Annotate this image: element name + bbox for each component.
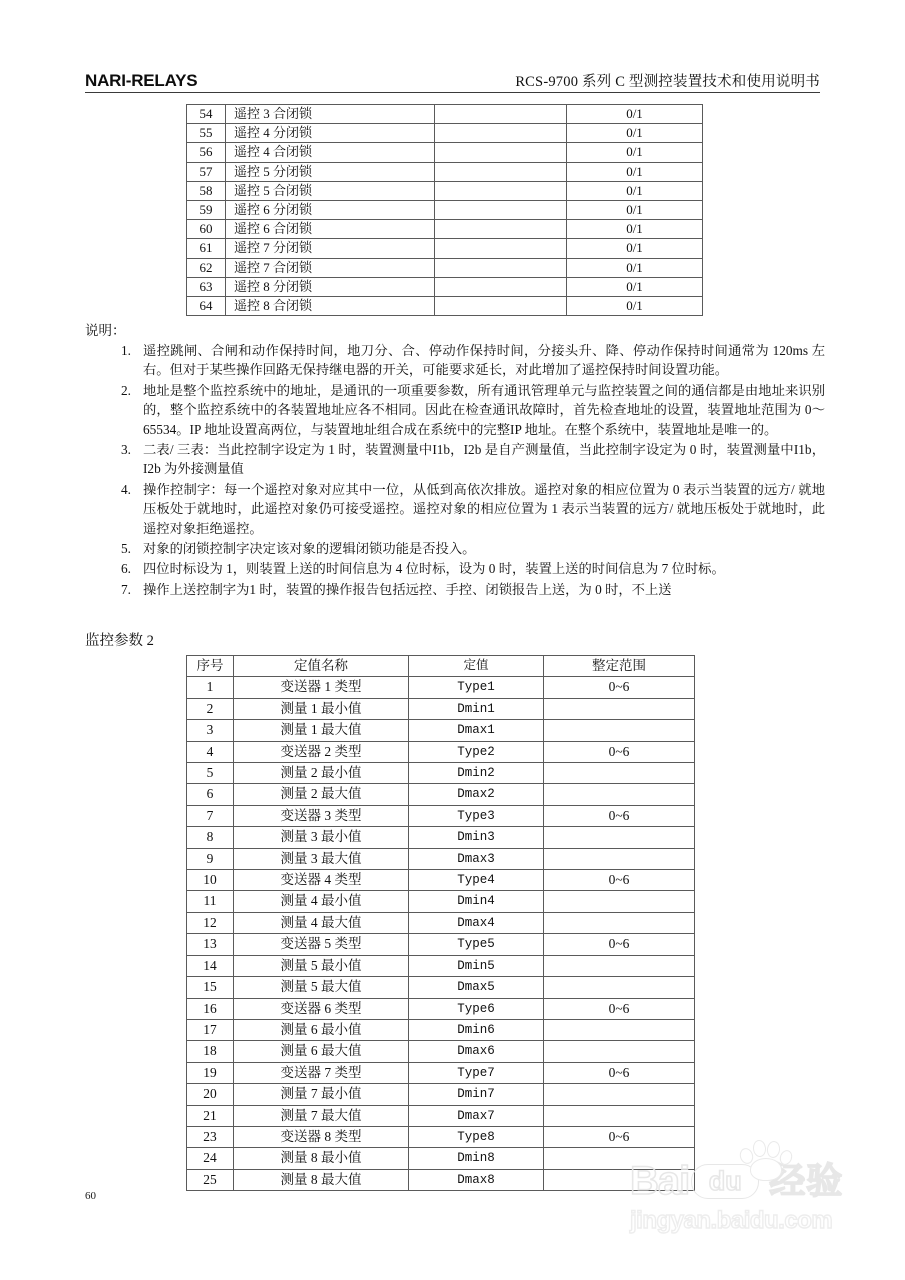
cell-name: 测量 3 最小值 [234,827,409,848]
cell-value [435,181,567,200]
cell-name: 变送器 5 类型 [234,934,409,955]
cell-range [544,827,695,848]
cell-range [544,1169,695,1190]
table-row [187,181,703,200]
watermark-url: jingyan.baidu.com [630,1207,833,1234]
cell-name: 测量 8 最大值 [234,1169,409,1190]
cell-name: 测量 6 最大值 [234,1041,409,1062]
cell-range [544,698,695,719]
cell-range [544,1019,695,1040]
cell-idx: 17 [187,1019,234,1040]
column-header: 定值 [409,656,544,677]
cell-idx: 62 [187,258,226,277]
table-row [187,998,695,1019]
cell-range: 0~6 [544,998,695,1019]
watermark-du-text: du [708,1165,742,1196]
cell-idx: 12 [187,912,234,933]
cell-value: Type8 [409,1126,544,1147]
table-row [187,220,703,239]
table-row [187,805,695,826]
cell-name: 测量 8 最小值 [234,1148,409,1169]
params-table-body [187,677,695,1191]
cell-name: 变送器 7 类型 [234,1062,409,1083]
cell-idx: 55 [187,124,226,143]
document-title: RCS-9700 系列 C 型测控装置技术和使用说明书 [515,73,820,90]
cell-idx: 24 [187,1148,234,1169]
cell-range [544,784,695,805]
cell-value [435,143,567,162]
notes-label: 说明： [85,323,126,338]
cell-range [544,977,695,998]
table-row [187,827,695,848]
table-row [187,239,703,258]
cell-value: Dmax1 [409,720,544,741]
table-row [187,1148,695,1169]
cell-name: 测量 2 最大值 [234,784,409,805]
cell-value [435,162,567,181]
cell-value [435,124,567,143]
cell-idx: 7 [187,805,234,826]
table-row [187,870,695,891]
interlock-table-body [187,105,703,316]
cell-range: 0/1 [567,105,703,124]
page-header [85,55,820,93]
table-header-row [187,656,695,677]
cell-value: Dmin2 [409,763,544,784]
cell-name: 遥控 5 分闭锁 [226,162,435,181]
cell-range: 0~6 [544,1062,695,1083]
cell-name: 测量 1 最小值 [234,698,409,719]
cell-value: Dmin6 [409,1019,544,1040]
table-row [187,277,703,296]
cell-name: 遥控 4 合闭锁 [226,143,435,162]
cell-name: 变送器 4 类型 [234,870,409,891]
table-row [187,912,695,933]
cell-value: Dmax2 [409,784,544,805]
cell-value: Type4 [409,870,544,891]
table-row [187,763,695,784]
table-row [187,124,703,143]
cell-range [544,1148,695,1169]
cell-name: 测量 4 最大值 [234,912,409,933]
cell-value: Type3 [409,805,544,826]
cell-value: Dmin8 [409,1148,544,1169]
note-item: 地址是整个监控系统中的地址，是通讯的一项重要参数，所有通讯管理单元与监控装置之间的通信都是由地址来识别的，整个监控系统中的各装置地址应各不相同。因此在检查通讯故障时，首先检查地址的设置，装置地址范围为 0～65534。IP 地址设置高两位，与装置地址组合成在系统中的完整IP 地址。在整个系统中，装置地址是唯一的。 [143,382,825,437]
cell-idx: 64 [187,297,226,316]
cell-name: 遥控 7 分闭锁 [226,239,435,258]
cell-name: 测量 7 最小值 [234,1084,409,1105]
cell-name: 遥控 6 分闭锁 [226,201,435,220]
table-row [187,977,695,998]
cell-idx: 60 [187,220,226,239]
cell-idx: 11 [187,891,234,912]
note-item: 操作控制字：每一个遥控对象对应其中一位，从低到高依次排放。遥控对象的相应位置为 0 表示当装置的远方/ 就地压板处于就地时，此遥控对象仍可接受遥控。遥控对象的相应位置为 1 表示当装置的远方/ 就地压板处于就地时，此遥控对象拒绝遥控。 [143,481,825,536]
cell-idx: 63 [187,277,226,296]
cell-range: 0/1 [567,162,703,181]
cell-name: 变送器 8 类型 [234,1126,409,1147]
cell-value [435,105,567,124]
table-row [187,955,695,976]
table-row [187,143,703,162]
cell-value: Type5 [409,934,544,955]
cell-value [435,220,567,239]
table-row [187,1084,695,1105]
page-number: 60 [85,1190,96,1202]
cell-range [544,720,695,741]
cell-value: Type2 [409,741,544,762]
cell-value [435,201,567,220]
column-header: 序号 [187,656,234,677]
table-row [187,848,695,869]
cell-value: Dmin1 [409,698,544,719]
cell-range [544,955,695,976]
note-item: 四位时标设为 1，则装置上送的时间信息为 4 位时标，设为 0 时，装置上送的时间信息为 7 位时标。 [143,561,725,577]
cell-range [544,763,695,784]
cell-range: 0~6 [544,805,695,826]
paw-print-icon [738,1140,792,1180]
cell-range: 0/1 [567,239,703,258]
interlock-settings-table [186,104,703,316]
table-row [187,297,703,316]
cell-range [544,1105,695,1126]
cell-name: 遥控 8 分闭锁 [226,277,435,296]
cell-idx: 19 [187,1062,234,1083]
table-row [187,1126,695,1147]
table-row [187,784,695,805]
cell-value [435,258,567,277]
cell-range: 0~6 [544,1126,695,1147]
cell-range: 0/1 [567,220,703,239]
cell-range [544,1084,695,1105]
cell-value: Dmax7 [409,1105,544,1126]
section-heading: 监控参数 2 [85,633,154,649]
cell-value: Dmin3 [409,827,544,848]
cell-range: 0/1 [567,181,703,200]
watermark-bai-text: Bai [630,1159,690,1203]
cell-value [435,297,567,316]
cell-range [544,848,695,869]
cell-value: Dmin4 [409,891,544,912]
table-row [187,162,703,181]
cell-name: 遥控 7 合闭锁 [226,258,435,277]
table-row [187,720,695,741]
notes-list [85,341,825,599]
cell-range: 0/1 [567,143,703,162]
cell-range: 0~6 [544,677,695,698]
cell-name: 遥控 4 分闭锁 [226,124,435,143]
watermark-cn-text: 经验 [769,1161,844,1201]
cell-value: Dmax3 [409,848,544,869]
note-item: 对象的闭锁控制字决定该对象的逻辑闭锁功能是否投入。 [143,541,476,557]
cell-idx: 6 [187,784,234,805]
cell-value: Dmax5 [409,977,544,998]
cell-idx: 20 [187,1084,234,1105]
table-row [187,105,703,124]
column-header: 整定范围 [544,656,695,677]
cell-idx: 4 [187,741,234,762]
note-item: 操作上送控制字为1 时，装置的操作报告包括远控、手控、闭锁报告上送，为 0 时，不上送 [143,581,672,597]
cell-idx: 16 [187,998,234,1019]
cell-name: 测量 4 最小值 [234,891,409,912]
cell-idx: 18 [187,1041,234,1062]
params-table-head [187,656,695,677]
cell-idx: 5 [187,763,234,784]
table-row [187,201,703,220]
watermark-du-pill [691,1164,759,1199]
cell-value: Dmax4 [409,912,544,933]
cell-idx: 57 [187,162,226,181]
cell-name: 变送器 6 类型 [234,998,409,1019]
column-header: 定值名称 [234,656,409,677]
cell-range: 0/1 [567,297,703,316]
cell-value: Type1 [409,677,544,698]
monitoring-parameters-table [186,655,695,1191]
cell-value: Dmin5 [409,955,544,976]
table-row [187,698,695,719]
cell-value: Type6 [409,998,544,1019]
cell-idx: 54 [187,105,226,124]
cell-range: 0~6 [544,870,695,891]
cell-idx: 23 [187,1126,234,1147]
cell-name: 遥控 3 合闭锁 [226,105,435,124]
brand-logo: NARI-RELAYS [85,71,198,90]
table-row [187,677,695,698]
table-row [187,1041,695,1062]
cell-range: 0/1 [567,258,703,277]
cell-name: 遥控 6 合闭锁 [226,220,435,239]
cell-value [435,239,567,258]
cell-range: 0~6 [544,741,695,762]
notes-section [85,322,825,599]
table-row [187,1019,695,1040]
cell-range [544,912,695,933]
cell-range [544,891,695,912]
cell-value: Dmin7 [409,1084,544,1105]
cell-range [544,1041,695,1062]
cell-name: 变送器 1 类型 [234,677,409,698]
table-row [187,1062,695,1083]
cell-name: 变送器 2 类型 [234,741,409,762]
cell-name: 测量 7 最大值 [234,1105,409,1126]
cell-name: 遥控 8 合闭锁 [226,297,435,316]
cell-range: 0~6 [544,934,695,955]
table-row [187,258,703,277]
cell-range: 0/1 [567,124,703,143]
cell-idx: 1 [187,677,234,698]
cell-idx: 3 [187,720,234,741]
cell-name: 测量 5 最大值 [234,977,409,998]
cell-idx: 2 [187,698,234,719]
cell-idx: 61 [187,239,226,258]
table-row [187,934,695,955]
cell-idx: 14 [187,955,234,976]
cell-idx: 8 [187,827,234,848]
cell-idx: 59 [187,201,226,220]
cell-name: 变送器 3 类型 [234,805,409,826]
cell-name: 测量 6 最小值 [234,1019,409,1040]
cell-value: Type7 [409,1062,544,1083]
cell-name: 测量 1 最大值 [234,720,409,741]
cell-name: 测量 3 最大值 [234,848,409,869]
cell-value: Dmax8 [409,1169,544,1190]
note-item: 遥控跳闸、合闸和动作保持时间，地刀分、合、停动作保持时间，分接头升、降、停动作保持时间通常为 120ms 左右。但对于某些操作回路无保持继电器的开关，可能要求延长，对此增加了遥控保持时间设置功能。 [143,343,825,378]
cell-idx: 15 [187,977,234,998]
table-row [187,891,695,912]
cell-value: Dmax6 [409,1041,544,1062]
table-row [187,741,695,762]
cell-idx: 25 [187,1169,234,1190]
cell-name: 遥控 5 合闭锁 [226,181,435,200]
cell-idx: 9 [187,848,234,869]
cell-idx: 58 [187,181,226,200]
cell-idx: 21 [187,1105,234,1126]
cell-value [435,277,567,296]
note-item: 二表/ 三表：当此控制字设定为 1 时，装置测量中I1b，I2b 是自产测量值，当此控制字设定为 0 时，装置测量中I1b，I2b 为外接测量值 [143,442,825,477]
cell-idx: 56 [187,143,226,162]
cell-range: 0/1 [567,277,703,296]
cell-name: 测量 2 最小值 [234,763,409,784]
table-row [187,1105,695,1126]
table-row [187,1169,695,1190]
cell-idx: 10 [187,870,234,891]
cell-name: 测量 5 最小值 [234,955,409,976]
cell-range: 0/1 [567,201,703,220]
cell-idx: 13 [187,934,234,955]
